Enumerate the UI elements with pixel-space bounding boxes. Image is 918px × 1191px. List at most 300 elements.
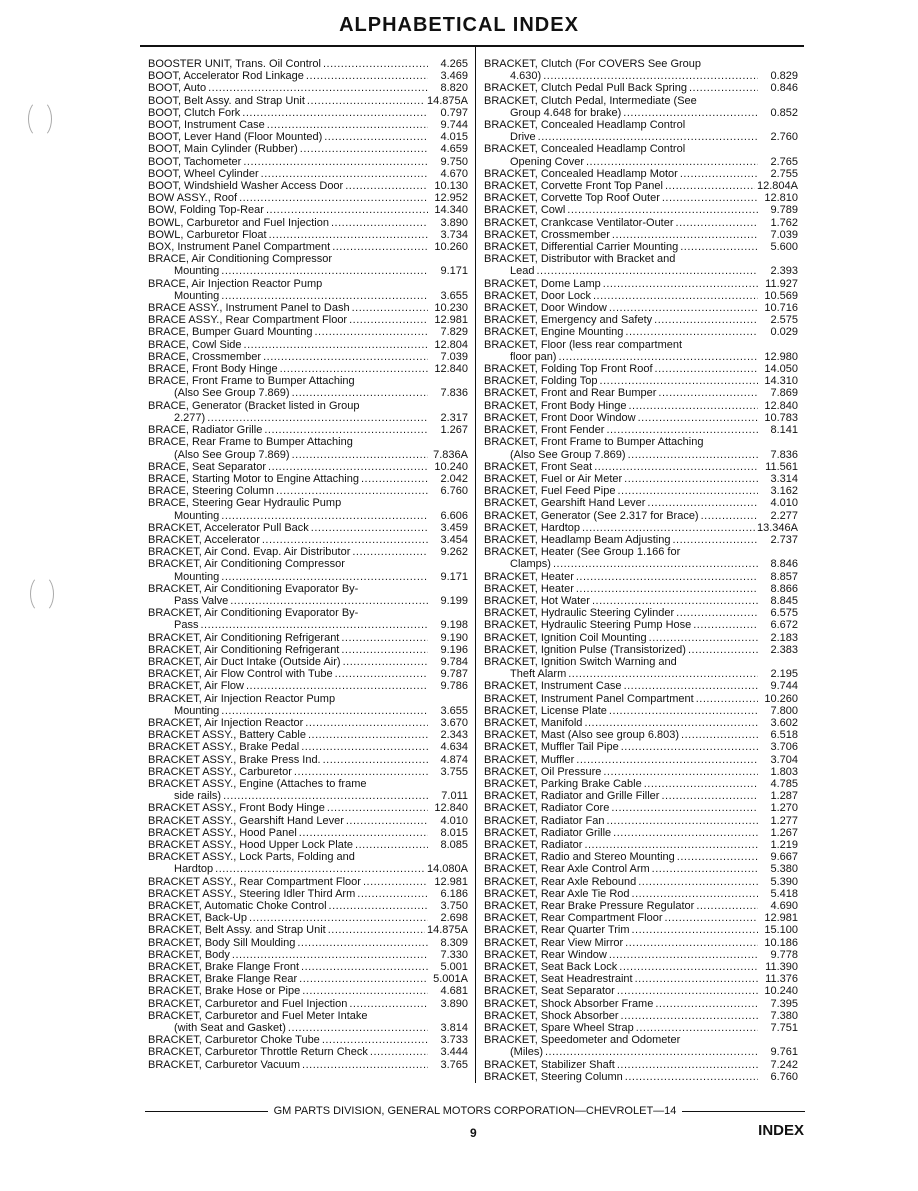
index-entry [484, 1022, 798, 1034]
index-entry [484, 326, 798, 338]
entry-name: BRACKET ASSY., Hood Upper Lock Plate ..... [148, 839, 428, 851]
index-entry [148, 729, 468, 741]
index-entry [484, 192, 798, 204]
entry-group-number: 12.981 [758, 912, 798, 924]
index-entry [148, 143, 468, 155]
index-entry [484, 217, 798, 229]
index-entry [484, 95, 798, 107]
entry-name: BRACKET, Brake Flange Rear ..... [148, 973, 428, 985]
entry-group-number: 12.804 [428, 339, 468, 351]
entry-group-number: 15.100 [758, 924, 798, 936]
entry-group-number: 13.346A [757, 521, 798, 534]
entry-name: BRACE ASSY., Instrument Panel to Dash ..... [148, 302, 428, 314]
entry-name: side rails) ..... [148, 790, 428, 802]
index-entry [148, 1046, 468, 1058]
entry-group-number: 4.681 [428, 985, 468, 997]
entry-group-number: 9.190 [428, 632, 468, 644]
entry-name: BRACKET, Rear Brake Pressure Regulator ..... [484, 900, 758, 912]
entry-name: BRACE, Crossmember ..... [148, 351, 428, 363]
entry-group-number: 8.085 [428, 839, 468, 851]
index-entry [148, 619, 468, 631]
index-entry [484, 595, 798, 607]
entry-group-number: 5.390 [758, 876, 798, 888]
entry-name: BOOT, Accelerator Rod Linkage ..... [148, 70, 428, 82]
entry-group-number: 12.840 [428, 363, 468, 375]
entry-name: BRACKET, Clutch Pedal, Intermediate (See [484, 94, 697, 107]
entry-group-number: 1.287 [758, 790, 798, 802]
entry-name: BRACKET, Body ..... [148, 949, 428, 961]
entry-name: BRACKET, Air Flow ..... [148, 680, 428, 692]
entry-group-number: 11.561 [758, 461, 798, 473]
entry-name: Mounting ..... [148, 571, 428, 583]
entry-name: BRACKET, Air Conditioning Evaporator By- [148, 607, 359, 620]
entry-name: BRACKET, Steering Column ..... [484, 1071, 758, 1083]
index-entry [484, 632, 798, 644]
index-entry [484, 436, 798, 448]
index-entry [148, 241, 468, 253]
entry-name: BRACKET, License Plate ..... [484, 705, 758, 717]
entry-group-number: 2.383 [758, 644, 798, 656]
index-entry [484, 375, 798, 387]
index-entry [148, 534, 468, 546]
index-entry [148, 107, 468, 119]
entry-name: BRACKET, Front Fender ..... [484, 424, 758, 436]
entry-group-number: 12.840 [428, 802, 468, 814]
entry-group-number: 9.667 [758, 851, 798, 863]
index-entry [148, 412, 468, 424]
entry-name: BOWL, Carburetor and Fuel Injection ..... [148, 217, 428, 229]
entry-group-number: 3.602 [758, 717, 798, 729]
entry-name: Mounting ..... [148, 290, 428, 302]
title-rule [140, 45, 804, 47]
index-entry [484, 156, 798, 168]
index-entry [148, 510, 468, 522]
entry-name: BRACKET ASSY., Brake Press Ind. ..... [148, 754, 428, 766]
entry-group-number: 8.015 [428, 827, 468, 839]
index-entry [484, 265, 798, 277]
entry-group-number: 1.219 [758, 839, 798, 851]
entry-name: BOOT, Belt Assy. and Strap Unit ..... [148, 95, 425, 107]
entry-name: (Also See Group 7.869) ..... [148, 387, 428, 399]
entry-group-number: 10.569 [758, 290, 798, 302]
index-entry [484, 656, 798, 668]
entry-name: BRACKET, Body Sill Moulding ..... [148, 937, 428, 949]
entry-group-number: 1.762 [758, 217, 798, 229]
section-label: INDEX [758, 1122, 804, 1139]
entry-group-number: 5.001 [428, 961, 468, 973]
entry-name: Pass Valve ..... [148, 595, 428, 607]
entry-name: BRACE ASSY., Rear Compartment Floor ..... [148, 314, 428, 326]
entry-name: BRACKET, Air Injection Reactor ..... [148, 717, 428, 729]
index-entry [148, 693, 468, 705]
entry-name: Pass ..... [148, 619, 428, 631]
entry-name: BRACKET, Front and Rear Bumper ..... [484, 387, 758, 399]
entry-group-number: 7.836 [758, 449, 798, 461]
entry-group-number: 9.262 [428, 546, 468, 558]
entry-name: BOOT, Clutch Fork ..... [148, 107, 428, 119]
index-entry [148, 607, 468, 619]
binder-hole-bottom [30, 575, 54, 613]
entry-name: Drive ..... [484, 131, 758, 143]
index-entry [484, 924, 798, 936]
index-entry [484, 82, 798, 94]
entry-group-number: 2.042 [428, 473, 468, 485]
index-entry [484, 583, 798, 595]
entry-name: BRACKET, Radiator Fan ..... [484, 815, 758, 827]
index-entry [148, 754, 468, 766]
index-entry [484, 741, 798, 753]
index-entry [148, 668, 468, 680]
right-column [484, 58, 798, 1083]
index-entry [148, 204, 468, 216]
index-entry [148, 375, 468, 387]
index-entry [484, 778, 798, 790]
entry-group-number: 2.765 [758, 156, 798, 168]
entry-group-number: 9.199 [428, 595, 468, 607]
left-column [148, 58, 468, 1071]
entry-name: BRACKET ASSY., Rear Compartment Floor ..... [148, 876, 428, 888]
entry-name: BRACE, Rear Frame to Bumper Attaching [148, 436, 353, 449]
entry-group-number: 10.130 [428, 180, 468, 192]
index-entry [484, 363, 798, 375]
entry-group-number: 4.634 [428, 741, 468, 753]
entry-group-number: 10.240 [758, 985, 798, 997]
index-entry [484, 290, 798, 302]
index-entry [148, 1059, 468, 1071]
entry-name: BOOT, Tachometer ..... [148, 156, 428, 168]
entry-group-number: 0.029 [758, 326, 798, 338]
entry-name: BRACKET, Distributor with Bracket and [484, 253, 676, 266]
entry-group-number: 6.760 [428, 485, 468, 497]
index-entry [148, 229, 468, 241]
index-entry [484, 693, 798, 705]
entry-name: BOOSTER UNIT, Trans. Oil Control ..... [148, 58, 428, 70]
footer-rule-right [682, 1111, 805, 1112]
index-entry [484, 1010, 798, 1022]
entry-group-number: 8.866 [758, 583, 798, 595]
entry-name: Theft Alarm ..... [484, 668, 758, 680]
index-entry [484, 339, 798, 351]
entry-name: BRACKET, Rear View Mirror ..... [484, 937, 758, 949]
entry-name: BRACKET, Carburetor and Fuel Injection ..... [148, 998, 428, 1010]
entry-name: BRACE, Bumper Guard Mounting ..... [148, 326, 428, 338]
index-entry [484, 827, 798, 839]
index-entry [484, 949, 798, 961]
index-entry [484, 424, 798, 436]
entry-name: Mounting ..... [148, 705, 428, 717]
index-entry [148, 949, 468, 961]
entry-group-number: 10.186 [758, 937, 798, 949]
entry-name: BRACKET, Crossmember ..... [484, 229, 758, 241]
index-entry [484, 851, 798, 863]
entry-name: BRACKET, Shock Absorber ..... [484, 1010, 758, 1022]
entry-name: BRACKET, Instrument Panel Compartment ..... [484, 693, 758, 705]
entry-name: BRACKET ASSY., Hood Panel ..... [148, 827, 428, 839]
entry-group-number: 11.390 [758, 961, 798, 973]
entry-name: BRACKET, Ignition Switch Warning and [484, 655, 677, 668]
column-divider [475, 46, 476, 1083]
entry-group-number: 9.789 [758, 204, 798, 216]
entry-name: BRACKET, Heater ..... [484, 583, 758, 595]
entry-group-number: 11.376 [758, 973, 798, 985]
index-entry [484, 180, 798, 192]
index-entry [148, 827, 468, 839]
entry-group-number: 8.309 [428, 937, 468, 949]
index-entry [148, 168, 468, 180]
index-entry [148, 998, 468, 1010]
index-entry [148, 253, 468, 265]
entry-name: BRACKET, Air Flow Control with Tube ..... [148, 668, 428, 680]
index-entry [484, 119, 798, 131]
entry-name: BRACKET, Seat Back Lock ..... [484, 961, 758, 973]
entry-name: BRACKET, Brake Hose or Pipe ..... [148, 985, 428, 997]
entry-name: BRACKET, Air Conditioning Evaporator By- [148, 582, 359, 595]
entry-name: BOOT, Wheel Cylinder ..... [148, 168, 428, 180]
entry-name: BRACKET, Ignition Pulse (Transistorized) ..... [484, 644, 758, 656]
index-entry [148, 778, 468, 790]
entry-name: BRACKET, Ignition Coil Mounting ..... [484, 632, 758, 644]
index-entry [148, 461, 468, 473]
index-entry [148, 82, 468, 94]
index-entry [148, 961, 468, 973]
entry-group-number: 3.890 [428, 998, 468, 1010]
entry-name: BRACKET, Radiator Core ..... [484, 802, 758, 814]
index-entry [484, 546, 798, 558]
index-entry [148, 656, 468, 668]
index-entry [148, 290, 468, 302]
entry-name: BRACKET ASSY., Engine (Attaches to frame [148, 777, 367, 790]
entry-name: BRACE, Generator (Bracket listed in Group [148, 399, 360, 412]
index-entry [484, 461, 798, 473]
entry-name: BRACKET, Carburetor Throttle Return Check ..... [148, 1046, 428, 1058]
entry-group-number: 12.981 [428, 314, 468, 326]
entry-group-number: 9.171 [428, 265, 468, 277]
entry-name: BRACKET, Hot Water ..... [484, 595, 758, 607]
index-entry [484, 937, 798, 949]
index-entry [148, 217, 468, 229]
entry-name: BRACKET, Manifold ..... [484, 717, 758, 729]
entry-name: BRACKET, Front Seat ..... [484, 461, 758, 473]
index-entry [148, 632, 468, 644]
index-entry [148, 436, 468, 448]
entry-group-number: 14.050 [758, 363, 798, 375]
entry-name: BRACE, Air Injection Reactor Pump [148, 277, 323, 290]
index-entry [484, 522, 798, 534]
entry-name: BOX, Instrument Panel Compartment ..... [148, 241, 428, 253]
index-entry [148, 265, 468, 277]
entry-name: BRACKET, Headlamp Beam Adjusting ..... [484, 534, 758, 546]
entry-name: BRACKET ASSY., Carburetor ..... [148, 766, 428, 778]
entry-name: Mounting ..... [148, 510, 428, 522]
entry-group-number: 7.011 [428, 790, 468, 802]
entry-name: (with Seat and Gasket) ..... [148, 1022, 428, 1034]
entry-group-number: 4.690 [758, 900, 798, 912]
entry-group-number: 6.760 [758, 1071, 798, 1083]
index-entry [148, 876, 468, 888]
entry-group-number: 1.267 [428, 424, 468, 436]
entry-group-number: 2.343 [428, 729, 468, 741]
entry-group-number: 5.418 [758, 888, 798, 900]
index-entry [148, 497, 468, 509]
entry-name: BOOT, Lever Hand (Floor Mounted) ..... [148, 131, 428, 143]
entry-name: BRACKET, Corvette Top Roof Outer ..... [484, 192, 758, 204]
entry-group-number: 9.784 [428, 656, 468, 668]
index-entry [148, 339, 468, 351]
entry-group-number: 14.875A [427, 94, 468, 107]
footer [145, 1105, 805, 1117]
index-entry [484, 863, 798, 875]
entry-name: BRACKET, Speedometer and Odometer [484, 1034, 681, 1047]
entry-group-number: 8.857 [758, 571, 798, 583]
entry-name: BRACKET, Concealed Headlamp Control [484, 119, 686, 132]
page-number: 9 [470, 1126, 477, 1140]
entry-name: BRACKET, Differential Carrier Mounting ..... [484, 241, 758, 253]
entry-name: BRACKET, Crankcase Ventilator-Outer ..... [484, 217, 758, 229]
entry-group-number: 3.444 [428, 1046, 468, 1058]
index-entry [484, 961, 798, 973]
index-entry [484, 912, 798, 924]
index-entry [484, 510, 798, 522]
index-entry [484, 558, 798, 570]
entry-group-number: 7.395 [758, 998, 798, 1010]
entry-name: BRACKET, Cowl ..... [484, 204, 758, 216]
entry-group-number: 2.183 [758, 632, 798, 644]
entry-name: BRACKET, Hardtop ..... [484, 522, 755, 534]
index-entry [148, 863, 468, 875]
entry-group-number: 3.314 [758, 473, 798, 485]
footer-text: GM PARTS DIVISION, GENERAL MOTORS CORPORATION—CHEVROLET—14 [273, 1105, 677, 1117]
index-entry [148, 485, 468, 497]
entry-name: BRACKET, Concealed Headlamp Control [484, 143, 686, 156]
entry-name: BRACKET ASSY., Gearshift Hand Lever ..... [148, 815, 428, 827]
index-entry [148, 400, 468, 412]
entry-name: BRACKET, Air Injection Reactor Pump [148, 692, 336, 705]
entry-name: BOWL, Carburetor Float ..... [148, 229, 428, 241]
entry-name: BRACKET, Front Body Hinge ..... [484, 400, 758, 412]
entry-name: (Also See Group 7.869) ..... [148, 449, 428, 461]
entry-name: BRACKET, Front Door Window ..... [484, 412, 758, 424]
entry-name: BRACE, Steering Gear Hydraulic Pump [148, 497, 342, 510]
entry-group-number: 6.186 [428, 888, 468, 900]
index-entry [484, 412, 798, 424]
entry-name: BRACKET, Heater (See Group 1.166 for [484, 546, 681, 559]
entry-name: BRACKET, Door Lock ..... [484, 290, 758, 302]
entry-group-number: 7.380 [758, 1010, 798, 1022]
entry-group-number: 1.803 [758, 766, 798, 778]
entry-name: BRACKET, Clutch Pedal Pull Back Spring ..... [484, 82, 758, 94]
index-entry [484, 1046, 798, 1058]
entry-name: BRACKET, Dome Lamp ..... [484, 278, 758, 290]
index-entry [148, 583, 468, 595]
index-entry [148, 924, 468, 936]
index-entry [148, 595, 468, 607]
entry-group-number: 5.001A [428, 973, 468, 985]
entry-group-number: 8.846 [758, 558, 798, 570]
entry-name: BRACKET, Heater ..... [484, 571, 758, 583]
index-entry [484, 314, 798, 326]
entry-name: 4.630) ..... [484, 70, 758, 82]
entry-name: BRACKET, Fuel or Air Meter ..... [484, 473, 758, 485]
entry-group-number: 0.852 [758, 107, 798, 119]
entry-group-number: 5.380 [758, 863, 798, 875]
index-entry [148, 1010, 468, 1022]
entry-group-number: 9.786 [428, 680, 468, 692]
entry-name: Group 4.648 for brake) ..... [484, 107, 758, 119]
entry-group-number: 3.459 [428, 522, 468, 534]
entry-group-number: 3.162 [758, 485, 798, 497]
index-entry [148, 119, 468, 131]
entry-group-number: 2.393 [758, 265, 798, 277]
entry-name: BRACKET, Radiator ..... [484, 839, 758, 851]
entry-name: BRACKET ASSY., Brake Pedal ..... [148, 741, 428, 753]
entry-name: BRACKET, Rear Axle Tie Rod ..... [484, 888, 758, 900]
entry-group-number: 9.196 [428, 644, 468, 656]
index-entry [148, 326, 468, 338]
entry-group-number: 2.760 [758, 131, 798, 143]
entry-name: BRACKET, Air Duct Intake (Outside Air) ..... [148, 656, 428, 668]
entry-name: BRACKET, Folding Top Front Roof ..... [484, 363, 758, 375]
entry-group-number: 11.927 [758, 278, 798, 290]
entry-group-number: 4.265 [428, 58, 468, 70]
index-entry [484, 754, 798, 766]
entry-name: BRACKET, Back-Up ..... [148, 912, 428, 924]
index-entry [484, 717, 798, 729]
entry-group-number: 6.606 [428, 510, 468, 522]
entry-group-number: 3.750 [428, 900, 468, 912]
entry-group-number: 10.260 [758, 693, 798, 705]
entry-name: Lead ..... [484, 265, 758, 277]
entry-group-number: 14.340 [428, 204, 468, 216]
entry-name: BRACKET, Radio and Stereo Mounting ..... [484, 851, 758, 863]
index-entry [484, 705, 798, 717]
entry-group-number: 9.744 [758, 680, 798, 692]
entry-group-number: 4.010 [428, 815, 468, 827]
entry-name: BOW ASSY., Roof ..... [148, 192, 428, 204]
entry-name: BOW, Folding Top-Rear ..... [148, 204, 428, 216]
entry-name: BRACKET, Stabilizer Shaft ..... [484, 1059, 758, 1071]
entry-name: BRACKET, Carburetor and Fuel Meter Intake [148, 1009, 368, 1022]
index-entry [484, 888, 798, 900]
index-entry [148, 839, 468, 851]
index-entry [148, 363, 468, 375]
entry-name: BRACKET, Air Conditioning Refrigerant ..... [148, 632, 428, 644]
entry-group-number: 10.240 [428, 461, 468, 473]
entry-name: BRACKET, Rear Window ..... [484, 949, 758, 961]
entry-name: BRACKET, Front Frame to Bumper Attaching [484, 436, 704, 449]
index-entry [148, 912, 468, 924]
index-entry [148, 802, 468, 814]
index-entry [484, 351, 798, 363]
index-entry [484, 729, 798, 741]
entry-group-number: 7.836 [428, 387, 468, 399]
entry-group-number: 3.814 [428, 1022, 468, 1034]
entry-group-number: 3.469 [428, 70, 468, 82]
entry-group-number: 9.761 [758, 1046, 798, 1058]
index-entry [484, 680, 798, 692]
index-entry [148, 302, 468, 314]
entry-group-number: 12.980 [758, 351, 798, 363]
entry-name: BRACKET ASSY., Steering Idler Third Arm ..... [148, 888, 428, 900]
entry-group-number: 7.330 [428, 949, 468, 961]
index-entry [484, 619, 798, 631]
index-entry [484, 644, 798, 656]
entry-name: BRACKET, Radiator Grille ..... [484, 827, 758, 839]
entry-name: BRACKET, Air Conditioning Refrigerant ..... [148, 644, 428, 656]
index-entry [484, 790, 798, 802]
index-entry [148, 680, 468, 692]
entry-name: BRACKET, Emergency and Safety ..... [484, 314, 758, 326]
entry-name: (Miles) ..... [484, 1046, 758, 1058]
